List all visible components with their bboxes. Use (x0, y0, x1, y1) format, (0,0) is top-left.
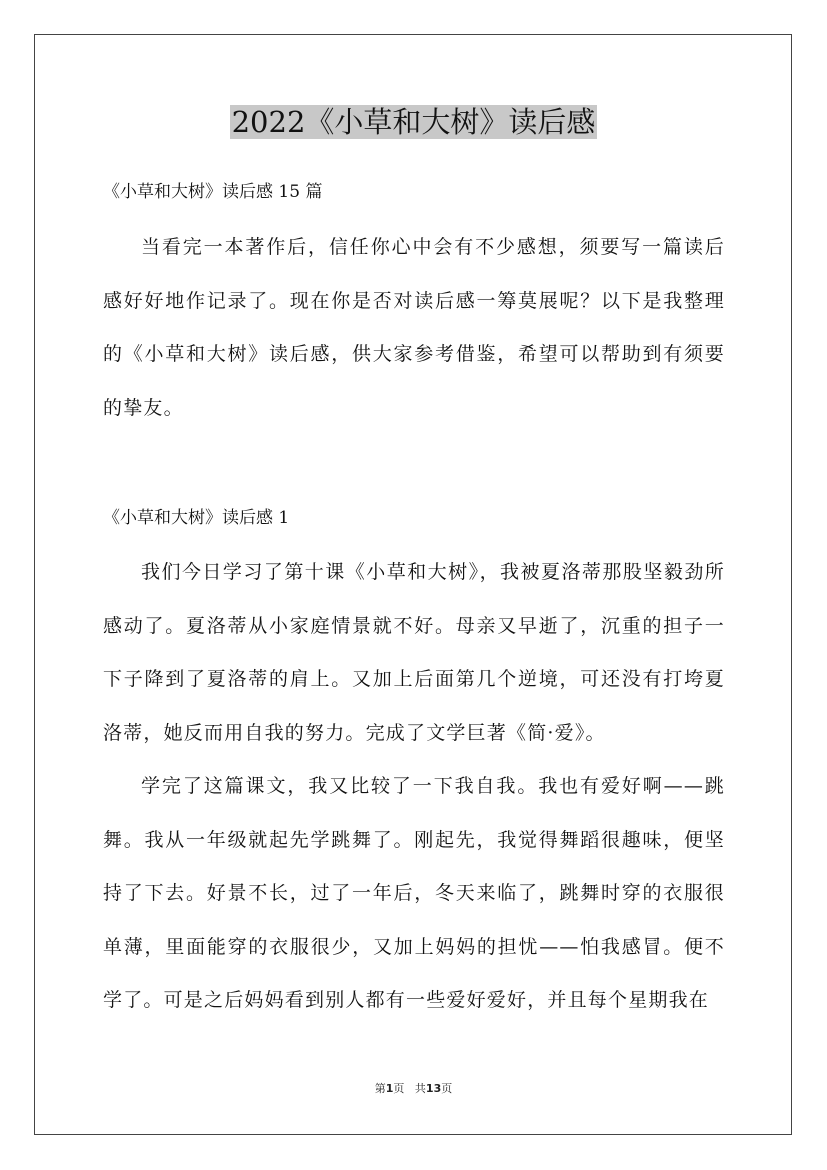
total-pages: 13 (425, 1082, 442, 1095)
document-subtitle: 《小草和大树》读后感 15 篇 (103, 182, 323, 202)
page-label-prefix: 第 (374, 1082, 386, 1095)
body-paragraph-2: 学完了这篇课文，我又比较了一下我自我。我也有爱好啊——跳舞。我从一年级就起先学跳舞了。刚起先，我觉得舞蹈很趣味，便坚持了下去。好景不长，过了一年后，冬天来临了，跳舞时穿的衣服很单薄，里面能穿的衣服很少，又加上妈妈的担忧——怕我感冒。便不学了。可是之后妈妈看到别人都有一些爱好爱好，并且每个星期我在 (103, 775, 725, 1011)
body-paragraph-1: 我们今日学习了第十课《小草和大树》，我被夏洛蒂那股坚毅劲所感动了。夏洛蒂从小家庭情景就不好。母亲又早逝了，沉重的担子一下子降到了夏洛蒂的肩上。又加上后面第几个逆境，可还没有打垮夏洛蒂，她反而用自我的努力。完成了文学巨著《简·爱》。 (103, 561, 725, 744)
page-number: 1 (385, 1082, 394, 1095)
total-label-prefix: 共 (414, 1082, 426, 1095)
total-label-suffix: 页 (441, 1082, 453, 1095)
section-heading: 《小草和大树》读后感 1 (103, 508, 290, 528)
page-footer (0, 1081, 827, 1097)
document-title-text: 2022《小草和大树》读后感 (231, 105, 596, 139)
page-label-suffix: 页 (393, 1082, 405, 1095)
intro-paragraph: 当看完一本著作后，信任你心中会有不少感想，须要写一篇读后感好好地作记录了。现在你是否对读后感一筹莫展呢？以下是我整理的《小草和大树》读后感，供大家参考借鉴，希望可以帮助到有须要的挚友。 (103, 236, 725, 419)
document-title (0, 100, 827, 144)
